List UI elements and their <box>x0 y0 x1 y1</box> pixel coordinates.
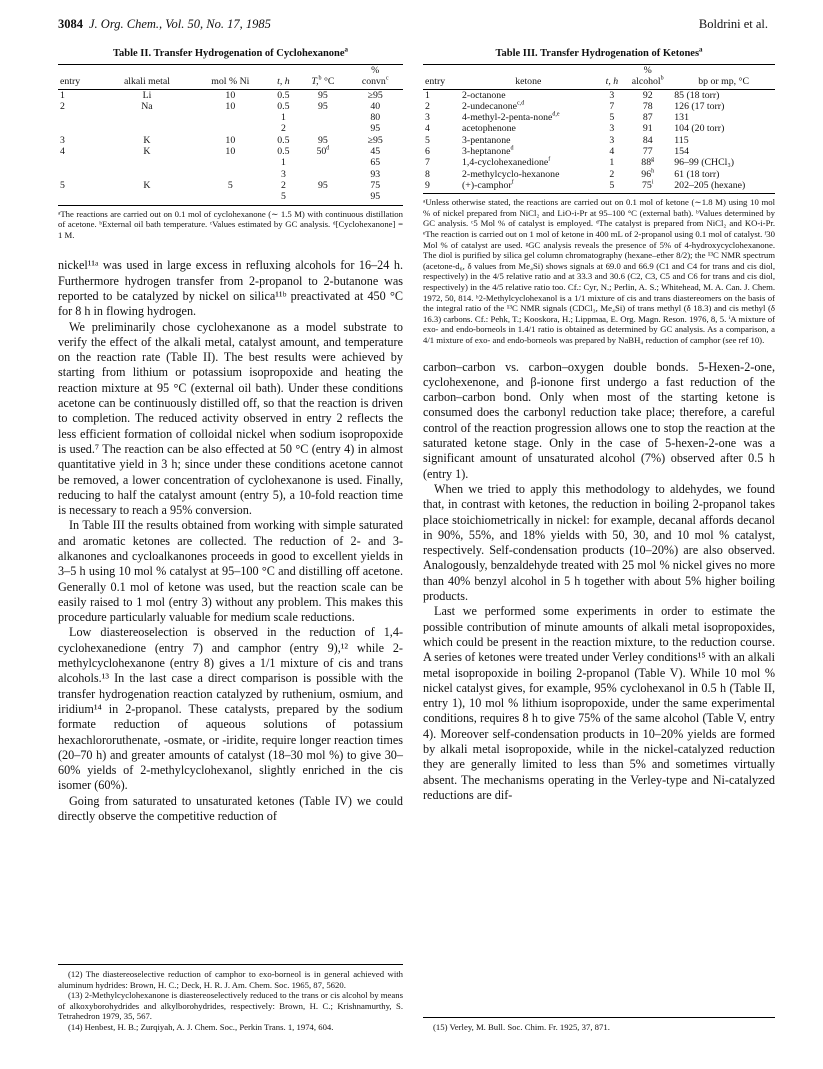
t2-header-metal: alkali metal <box>102 76 193 89</box>
table3-footnote: ᵃUnless otherwise stated, the reactions are carried out on 0.1 mol of ketone (∼1.8 M) using 10 mol % of nickel prepared from NiCl₂ and LiO-i-Pr at 95–100 °C (external bath). ᵇValues determined by GC analysis. ᶜ5 Mol % of catalyst is employed. ᵈThe catalyst is prepared from NiCl₂ and KO-i-Pr. ᵉThe reaction is carried out on 1 mol of ketone in 400 mL of 2-propanol using 0.1 mol of catalyst. ᶠ30 Mol % of catalyst are used. ᵍGC analysis reveals the presence of 5% of 4-hydroxycyclohexanone. The diol is purified by silica gel column chromatography (hexane–ether 8/2); the ¹³C NMR spectrum (acetone-d₆, δ values from Me₄Si) shows signals at 69.0 and 66.9 (C1 and C4 for trans and cis diol, respectively) in the 4/5 relative ratio and at 33.3 and 30.6 (C2, C3, C5 and C6 for trans and cis diol, respectively) in the 4/5 relative ratio too. Cf.: Cyr, N.; Perlin, A. S.; Whitehead, M. A. Can. J. Chem. 1972, 50, 814. ʰ2-Methylcyclohexanol is a 1/1 mixture of cis and trans diastereomers on the basis of the integral ratio of the ¹³C NMR signals (CDCl₃, Me₄Si) of trans methyl (δ 18.3) and cis methyl (δ 16.3) carbons. Cf.: Pehk, T.; Kooskora, H.; Lippmaa, E. Org. Magn. Reson. 1976, 8, 5. ⁱA mixture of exo- and endo-borneols in 1.4/1 ratio is obtained as determined by GC analysis. As a comparison, a 4/1 mixture of exo- and endo-borneols was prepared by NaBH₄ reduction of camphor (see ref 10). <box>423 197 775 345</box>
table-row <box>58 169 403 180</box>
table2-caption-sup: a <box>344 45 349 54</box>
cell-alcohol-value: 87 <box>642 112 653 124</box>
cell-temperature <box>298 157 347 168</box>
t3-header-bp: bp or mp, °C <box>672 76 775 89</box>
cell-time: 3 <box>609 134 615 146</box>
cell-bp: 202–205 (hexane) <box>672 180 775 194</box>
left-paragraph: nickel¹¹ᵃ was used in large excess in refluxing alcohols for 16–24 h. Furthermore hydrogen transfer from 2-propanol to 2-butanone was reported to be catalyzed by nickel on silica¹¹ᵇ preactivated at 450 °C for 8 h in flowing hydrogen. <box>58 258 403 319</box>
cell-ni: 5 <box>227 179 233 191</box>
cell-temperature-value: 95 <box>318 100 328 112</box>
t3-header-entry: entry <box>423 76 456 89</box>
cell-ketone <box>456 146 601 157</box>
cell-conversion: 45 <box>370 146 381 158</box>
cell-alcohol <box>623 146 672 157</box>
cell-entry: 5 <box>60 179 65 191</box>
cell-metal <box>102 123 193 134</box>
footnote-marker: d,e <box>552 111 560 118</box>
table-row <box>423 169 775 180</box>
table2-footnote: ᵃThe reactions are carried out on 0.1 mol of cyclohexanone (∼ 1.5 M) with continuous distillation of acetone. ᵇExternal oil bath temperature. ᶜValues estimated by GC analysis. ᵈ[Cyclohexanone] = 1 M. <box>58 208 403 240</box>
cell-alcohol-value: 88 <box>641 157 652 169</box>
cell-conversion: 93 <box>370 168 381 180</box>
cell-bp: 104 (20 torr) <box>674 123 725 135</box>
table-row <box>423 123 775 134</box>
table-row <box>423 157 775 168</box>
t2-header-entry: entry <box>58 76 102 89</box>
cell-entry: 2 <box>425 100 430 112</box>
t2-header-convn: convn$^c$ <box>347 76 403 89</box>
table-row <box>423 112 775 123</box>
footnote-marker: i <box>651 179 654 186</box>
cell-ni <box>192 169 268 180</box>
table2-caption-text: Table II. Transfer Hydrogenation of Cyclohexanone <box>112 48 345 59</box>
cell-alcohol <box>623 180 672 194</box>
cell-metal: K <box>143 146 151 158</box>
cell-temperature <box>298 112 347 123</box>
t3-header-ketone: ketone <box>456 76 601 89</box>
cell-bp: 126 (17 torr) <box>674 100 725 112</box>
cell-temperature <box>298 89 347 101</box>
cell-entry: 4 <box>425 123 430 135</box>
cell-time: 5 <box>609 112 615 124</box>
cell-ni <box>192 123 268 134</box>
left-references <box>58 964 403 1032</box>
cell-ketone-name: 4-methyl-2-penta-none <box>462 112 553 124</box>
cell-temperature <box>298 146 347 157</box>
cell-temperature <box>298 169 347 180</box>
cell-bp: 85 (18 torr) <box>674 89 720 101</box>
right-references <box>423 1017 775 1033</box>
cell-ketone-name: (+)-camphor <box>462 179 512 191</box>
footnote-marker: g <box>651 157 655 164</box>
cell-bp: 154 <box>674 146 689 158</box>
cell-alcohol-value: 84 <box>642 134 653 146</box>
cell-entry: 5 <box>425 134 430 146</box>
reference-13: (13) 2-Methylcyclohexanone is diastereoselectively reduced to the trans or cis alcohol by means of alkoxyborohydrides and alkylborohydrides, respectively: Brown, H. C.; Krishnamurthy, S. Tetrahedron 1979, 35, 567. <box>58 990 403 1021</box>
footnote-marker: f <box>511 179 514 186</box>
cell-time: 3 <box>280 168 286 180</box>
cell-ni: 10 <box>225 134 236 146</box>
cell-metal: Li <box>142 89 152 101</box>
right-body-text <box>423 360 775 804</box>
cell-temperature-value: 95 <box>318 134 328 146</box>
cell-metal <box>102 112 193 123</box>
cell-bp: 96–99 (CHCl₃) <box>674 157 735 169</box>
reference-15: (15) Verley, M. Bull. Soc. Chim. Fr. 1925, 37, 871. <box>433 1022 610 1032</box>
cell-ketone-name: acetophenone <box>462 123 516 135</box>
table-row <box>58 101 403 112</box>
cell-temperature <box>298 180 347 191</box>
table-row <box>58 157 403 168</box>
table2-caption <box>58 45 403 59</box>
cell-alcohol-value: 77 <box>642 146 653 158</box>
cell-metal <box>102 169 193 180</box>
cell-metal: K <box>143 134 151 146</box>
cell-ketone <box>456 180 601 194</box>
cell-ni: 10 <box>225 89 236 101</box>
footnote-marker: d <box>510 145 514 152</box>
cell-conversion: ≥95 <box>367 89 383 101</box>
cell-entry <box>58 123 102 134</box>
cell-metal <box>102 191 193 205</box>
t2-header-t: t, h <box>268 76 298 89</box>
cell-time: 5 <box>601 180 624 194</box>
t3-header-pct: % <box>623 65 672 77</box>
running-header <box>58 17 768 35</box>
cell-time: 3 <box>609 89 615 101</box>
t2-header-temp: T,$^b$ °C <box>298 76 347 89</box>
table3 <box>423 64 775 194</box>
page-number: 3084 <box>58 17 83 31</box>
table-row <box>58 146 403 157</box>
cell-ketone <box>456 169 601 180</box>
footnote-marker: h <box>651 168 655 175</box>
cell-ketone-name: 3-heptanone <box>462 146 511 158</box>
table-row <box>58 191 403 205</box>
cell-entry: 6 <box>425 146 430 158</box>
cell-entry <box>58 157 102 168</box>
header-authors: Boldrini et al. <box>698 17 768 31</box>
left-column <box>58 45 403 824</box>
t2-blank <box>58 65 102 77</box>
cell-bp: 115 <box>674 134 689 146</box>
cell-bp: 131 <box>674 112 689 124</box>
cell-time: 3 <box>609 123 615 135</box>
cell-time: 0.5 <box>277 146 290 158</box>
cell-entry: 1 <box>425 89 430 101</box>
cell-time: 2 <box>609 168 615 180</box>
table-row <box>423 89 775 101</box>
header-left <box>58 17 271 32</box>
t2-header-pct: % <box>347 65 403 77</box>
cell-alcohol-value: 75 <box>641 179 652 191</box>
table-row <box>423 146 775 157</box>
cell-ketone <box>456 135 601 146</box>
cell-ketone-name: 1,4-cyclohexanedione <box>462 157 549 169</box>
cell-alcohol <box>623 157 672 168</box>
left-body-text <box>58 258 403 824</box>
table2-body <box>58 89 403 205</box>
right-paragraph: When we tried to apply this methodology to aldehydes, we found that, in contrast with ketones, the reduction in boiling 2-propanol takes place stoichiometrically in nickel: for example, decanal affords decanol in 90%, 55%, and 18% yields with 50, 30, and 10 mol % catalyst, respectively. Self-condensation products (10–20%) are also observed. Analogously, benzaldehyde treated with 25 mol % nickel gives no more than 40% benzyl alcohol in 5 h together with about 5% higher boiling products. <box>423 481 775 604</box>
cell-ketone-name: 3-pentanone <box>462 134 511 146</box>
cell-ni <box>192 191 268 205</box>
table3-caption-text: Table III. Transfer Hydrogenation of Ketones <box>495 48 700 59</box>
journal-citation: J. Org. Chem., Vol. 50, No. 17, 1985 <box>89 17 271 31</box>
table-row <box>58 180 403 191</box>
table-row <box>58 135 403 146</box>
cell-alcohol <box>623 112 672 123</box>
cell-alcohol-value: 96 <box>641 168 652 180</box>
table-row <box>423 135 775 146</box>
cell-bp: 61 (18 torr) <box>674 168 720 180</box>
cell-time: 1 <box>280 157 286 169</box>
cell-alcohol-value: 91 <box>642 123 653 135</box>
table-row <box>423 101 775 112</box>
cell-ketone-name: 2-octanone <box>462 89 506 101</box>
cell-temperature <box>298 123 347 134</box>
cell-temperature-value: 50 <box>316 146 327 158</box>
cell-ketone <box>456 89 601 101</box>
cell-entry: 1 <box>60 89 65 101</box>
cell-ni <box>192 157 268 168</box>
right-column <box>423 45 775 803</box>
t3-header-t: t, h <box>601 76 624 89</box>
cell-entry: 9 <box>423 180 456 194</box>
cell-ketone-name: 2-methylcyclo-hexanone <box>462 168 560 180</box>
cell-time: 1 <box>609 157 615 169</box>
cell-entry <box>58 112 102 123</box>
cell-ketone <box>456 157 601 168</box>
cell-entry: 4 <box>60 146 65 158</box>
cell-ketone <box>456 123 601 134</box>
cell-alcohol <box>623 123 672 134</box>
table-row <box>58 123 403 134</box>
left-paragraph: In Table III the results obtained from working with simple saturated and aromatic ketones are collected. The reduction of 2- and 3-alkanones and cycloalkanones proceeds in good to excellent yields in 3–5 h using 10 mol % catalyst at 95–100 °C and distilling off acetone. Generally 0.1 mol of ketone was used, but the reaction scale can be easily raised to 1 mol (entry 3) without any problem. This makes this procedure particularly valuable for medium scale reductions. <box>58 518 403 625</box>
cell-conversion: 80 <box>370 112 381 124</box>
left-paragraph: Low diastereoselection is observed in the reduction of 1,4-cyclohexanedione (entry 7) and camphor (entry 9),¹² while 2-methylcyclohexanone (entry 8) gives a 1/1 mixture of cis and trans alcohols.¹³ In the last case a direct comparison is possible with the transfer hydrogenation reaction catalyzed by ruthenium, osmium, and iridium¹⁴ in 2-propanol. These catalysts, prepared by the sodium formate reduction of aqueous solutions of potassium hexachlororuthenate, -osmate, or -iridite, require longer reaction times (20–70 h) and greater amounts of catalyst (18–30 mol %) to give 30–60% yields of 2-methylcyclohexanol, slightly enriched in the cis isomer (60%). <box>58 625 403 793</box>
cell-entry: 7 <box>425 157 430 169</box>
cell-temperature-value: 95 <box>318 89 328 101</box>
cell-metal: K <box>143 179 151 191</box>
cell-alcohol <box>623 169 672 180</box>
table-row <box>58 89 403 101</box>
cell-ni: 10 <box>225 146 236 158</box>
cell-temperature <box>298 135 347 146</box>
footnote-marker: d <box>326 145 330 152</box>
t2-header-ni: mol % Ni <box>192 76 268 89</box>
right-paragraph: Last we performed some experiments in order to estimate the possible contribution of minute amounts of alkali metal isopropoxides, which could be present in the reaction mixture, to the reduction course. A series of ketones were treated under Verley conditions¹⁵ with an alkali metal isopropoxide in boiling 2-propanol (Table V). While 10 mol % nickel catalyst gives, for example, 95% cyclohexanol in 0.5 h (Table II, entry 1), 10 mol % lithium isopropoxide, under the same experimental conditions, requires 8 h to give 75% of the same alcohol (Table V, entry 4). Moreover self-condensation products in 10–20% yields are formed by alkali metal isopropoxide, while in the nickel-catalyzed reduction they are generally limited to less than 5% and sometimes virtually absent. The mechanisms operating in the Verley-type and Ni-catalyzed reductions are dif- <box>423 604 775 802</box>
cell-conversion: 95 <box>347 191 403 205</box>
table3-body <box>423 89 775 194</box>
reference-14: (14) Henbest, H. B.; Zurqiyah, A. J. Chem. Soc., Perkin Trans. 1, 1974, 604. <box>68 1021 334 1032</box>
cell-temperature <box>298 191 347 205</box>
cell-conversion: 95 <box>370 123 381 135</box>
cell-entry: 3 <box>425 112 430 124</box>
cell-ketone <box>456 112 601 123</box>
cell-entry <box>58 191 102 205</box>
cell-time: 5 <box>268 191 298 205</box>
cell-metal: Na <box>141 100 153 112</box>
cell-ketone-name: 2-undecanone <box>462 100 517 112</box>
cell-alcohol <box>623 101 672 112</box>
cell-metal <box>102 157 193 168</box>
table2 <box>58 64 403 206</box>
cell-alcohol-value: 78 <box>642 100 653 112</box>
cell-entry: 2 <box>60 100 65 112</box>
table-row <box>58 112 403 123</box>
cell-conversion: ≥95 <box>367 134 383 146</box>
cell-entry <box>58 169 102 180</box>
cell-alcohol <box>623 135 672 146</box>
cell-time: 7 <box>609 100 615 112</box>
cell-time: 0.5 <box>277 100 290 112</box>
cell-alcohol-value: 92 <box>642 89 653 101</box>
cell-ni: 10 <box>225 100 236 112</box>
cell-ketone <box>456 101 601 112</box>
cell-time: 2 <box>280 179 286 191</box>
left-paragraph: We preliminarily chose cyclohexanone as a model substrate to verify the effect of the alkali metal, catalyst amount, and temperature on the reaction rate (Table II). The best results were achieved by starting from lithium or potassium isopropoxide and heating the reaction mixture at 95 °C (external oil bath). Under these conditions acetone can be continuously distilled off, so that the reaction is driven to completion. The reduced activity observed in entry 2 reflects the less efficient formation of colloidal nickel when sodium isopropoxide is used.⁷ The reaction can be also effected at 50 °C (entry 4) in almost quantitative yield in 3 h; since under these conditions acetone cannot be removed, a lower concentration of cyclohexanone is used. Finally, reducing to half the catalyst amount (entry 5), a 10-fold reaction time is necessary to reach a 95% conversion. <box>58 319 403 518</box>
cell-time: 0.5 <box>277 134 290 146</box>
table3-caption-sup: a <box>699 45 703 54</box>
cell-conversion: 75 <box>370 179 381 191</box>
cell-ni <box>192 112 268 123</box>
cell-time: 0.5 <box>277 89 290 101</box>
table-row <box>423 180 775 194</box>
cell-conversion: 40 <box>370 100 381 112</box>
t3-header-alcohol: alcohol$^b$ <box>623 76 672 89</box>
cell-time: 4 <box>609 146 615 158</box>
cell-entry: 8 <box>425 168 430 180</box>
footnote-marker: f <box>548 157 551 164</box>
reference-12: (12) The diastereoselective reduction of camphor to exo-borneol is in general achieved with aluminum hydrides: Brown, H. C.; Deck, H. R. J. Am. Chem. Soc. 1965, 87, 5620. <box>58 969 403 990</box>
cell-time: 1 <box>280 112 286 124</box>
cell-conversion: 65 <box>370 157 381 169</box>
cell-entry: 3 <box>60 134 65 146</box>
right-paragraph: carbon–carbon vs. carbon–oxygen double bonds. 5-Hexen-2-one, cyclohexenone, and β-ionone first undergo a fast reduction of the carbon–carbon bond. Only when most of the starting ketone is consumed does the carbonyl reduction take place; therefore, a careful control of the reaction progression allows one to stop the reaction at the saturated ketone stage. Only in the case of 5-hexen-2-one was a significant amount of unsaturated alcohol (7%) observed after 0.5 h (entry 1). <box>423 359 775 481</box>
cell-temperature <box>298 101 347 112</box>
cell-alcohol <box>623 89 672 101</box>
footnote-marker: c,d <box>516 100 525 107</box>
left-paragraph: Going from saturated to unsaturated ketones (Table IV) we could directly observe the competitive reduction of <box>58 793 403 824</box>
cell-temperature-value: 95 <box>318 179 328 191</box>
table3-caption <box>423 45 775 59</box>
cell-time: 2 <box>280 123 286 135</box>
